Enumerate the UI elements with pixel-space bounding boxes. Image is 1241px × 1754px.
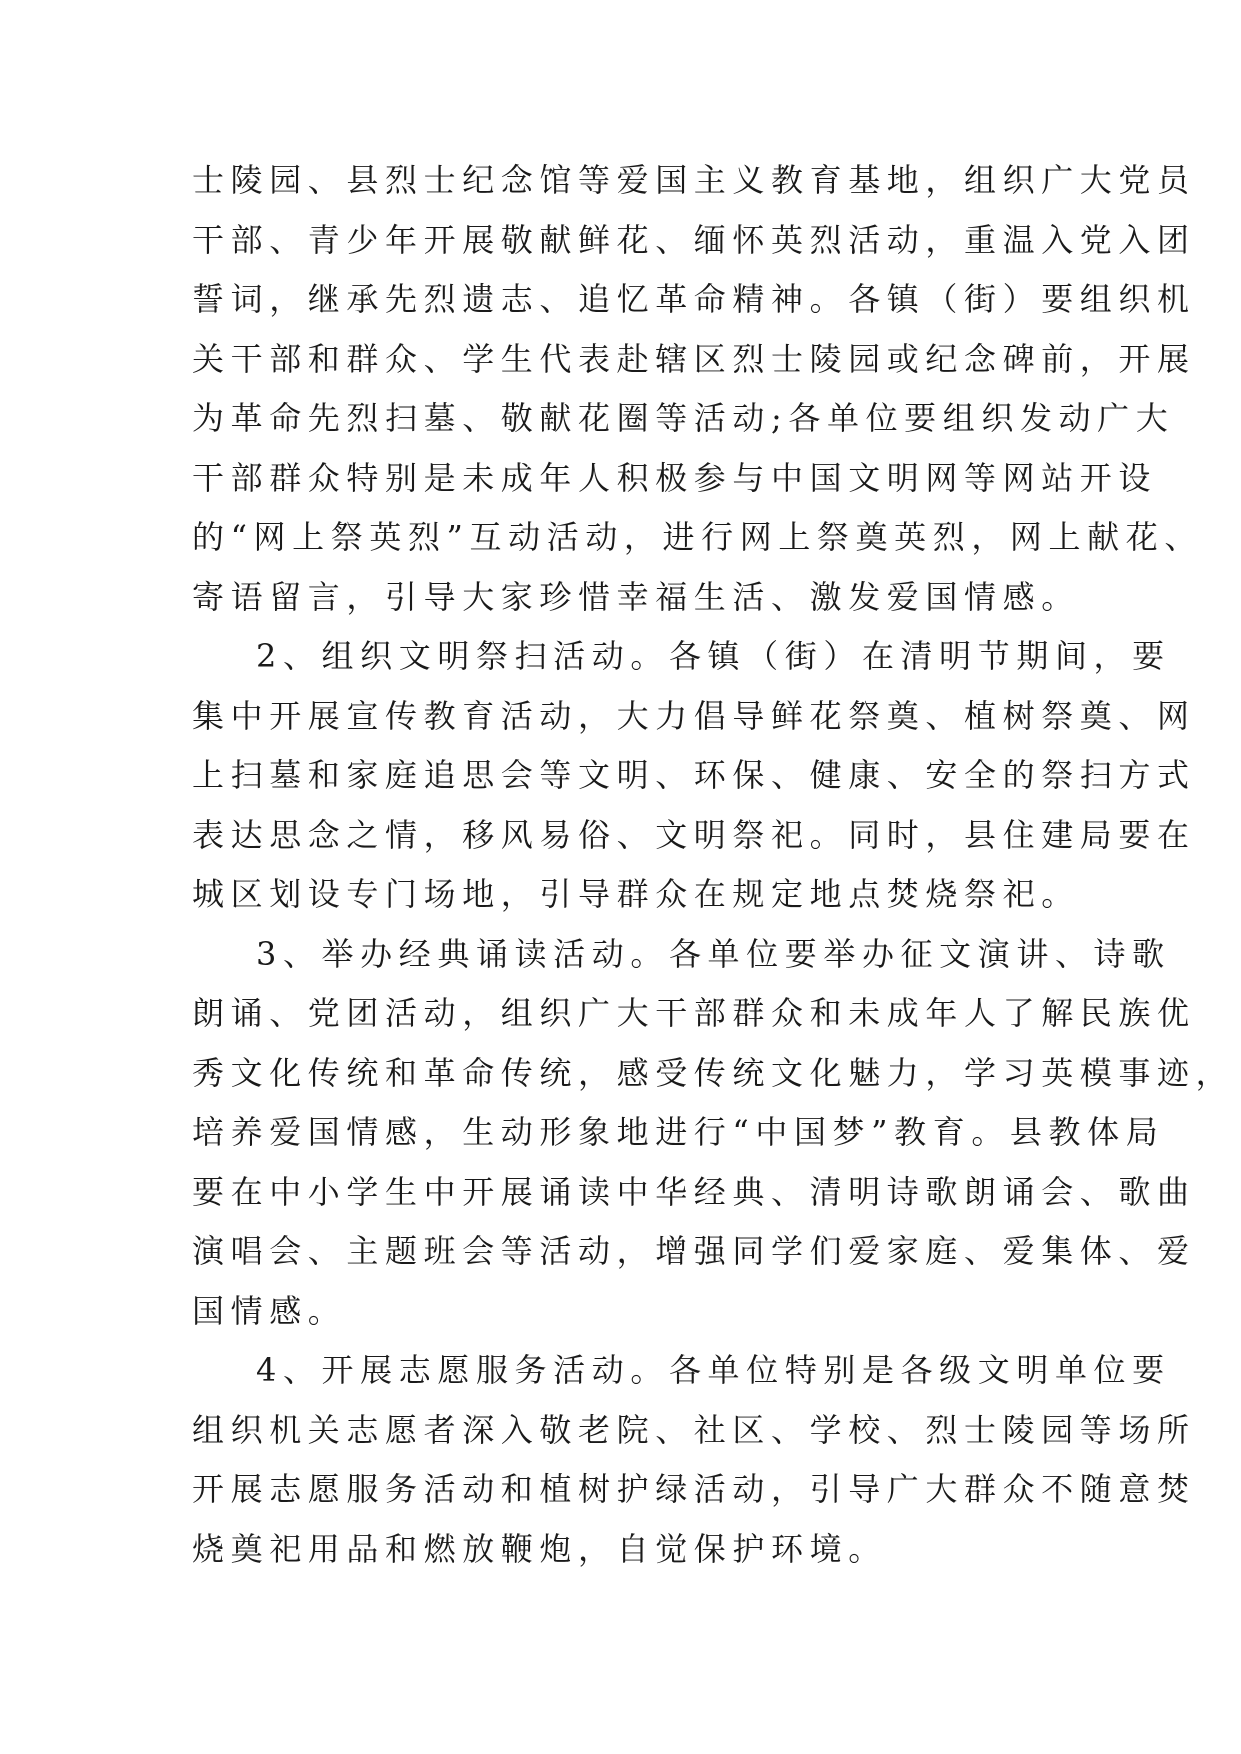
paragraph-2-heading-line: 2、组织文明祭扫活动。各镇（街）在清明节期间，要 xyxy=(256,637,1171,675)
text-line: 干部群众特别是未成年人积极参与中国文明网等网站开设 xyxy=(192,458,1158,497)
text-line: 烧奠祀用品和燃放鞭炮，自觉保护环境。 xyxy=(192,1529,887,1568)
text-line: 朗诵、党团活动，组织广大干部群众和未成年人了解民族优 xyxy=(192,994,1196,1032)
text-line: 士陵园、县烈士纪念馆等爱国主义教育基地，组织广大党员 xyxy=(192,161,1196,199)
text-line: 上扫墓和家庭追思会等文明、环保、健康、安全的祭扫方式 xyxy=(192,756,1196,794)
text-line: 演唱会、主题班会等活动，增强同学们爱家庭、爱集体、爱 xyxy=(192,1232,1196,1270)
text-line: 国情感。 xyxy=(192,1291,347,1330)
text-line: 表达思念之情，移风易俗、文明祭祀。同时，县住建局要在 xyxy=(192,815,1196,854)
body-text xyxy=(192,151,1235,1579)
text-line: 誓词，继承先烈遗志、追忆革命精神。各镇（街）要组织机 xyxy=(192,280,1196,318)
text-line: 开展志愿服务活动和植树护绿活动，引导广大群众不随意焚 xyxy=(192,1470,1196,1508)
paragraph-3-heading-line: 3、举办经典诵读活动。各单位要举办征文演讲、诗歌 xyxy=(256,934,1171,973)
paragraph-4-heading-line: 4、开展志愿服务活动。各单位特别是各级文明单位要 xyxy=(256,1351,1171,1389)
text-line: 的“网上祭英烈”互动活动，进行网上祭奠英烈，网上献花、 xyxy=(192,518,1203,556)
text-line: 要在中小学生中开展诵读中华经典、清明诗歌朗诵会、歌曲 xyxy=(192,1172,1196,1211)
text-line: 培养爱国情感，生动形象地进行“中国梦”教育。县教体局 xyxy=(192,1113,1165,1151)
text-line: 干部、青少年开展敬献鲜花、缅怀英烈活动，重温入党入团 xyxy=(192,220,1196,259)
text-line: 城区划设专门场地，引导群众在规定地点焚烧祭祀。 xyxy=(192,875,1080,913)
text-line: 组织机关志愿者深入敬老院、社区、学校、烈士陵园等场所 xyxy=(192,1410,1196,1449)
text-line: 为革命先烈扫墓、敬献花圈等活动;各单位要组织发动广大 xyxy=(192,399,1175,437)
text-line: 秀文化传统和革命传统，感受传统文化魅力，学习英模事迹， xyxy=(192,1053,1235,1092)
text-line: 集中开展宣传教育活动，大力倡导鲜花祭奠、植树祭奠、网 xyxy=(192,696,1196,735)
text-line: 关干部和群众、学生代表赴辖区烈士陵园或纪念碑前，开展 xyxy=(192,339,1196,378)
text-line: 寄语留言，引导大家珍惜幸福生活、激发爱国情感。 xyxy=(192,577,1080,616)
